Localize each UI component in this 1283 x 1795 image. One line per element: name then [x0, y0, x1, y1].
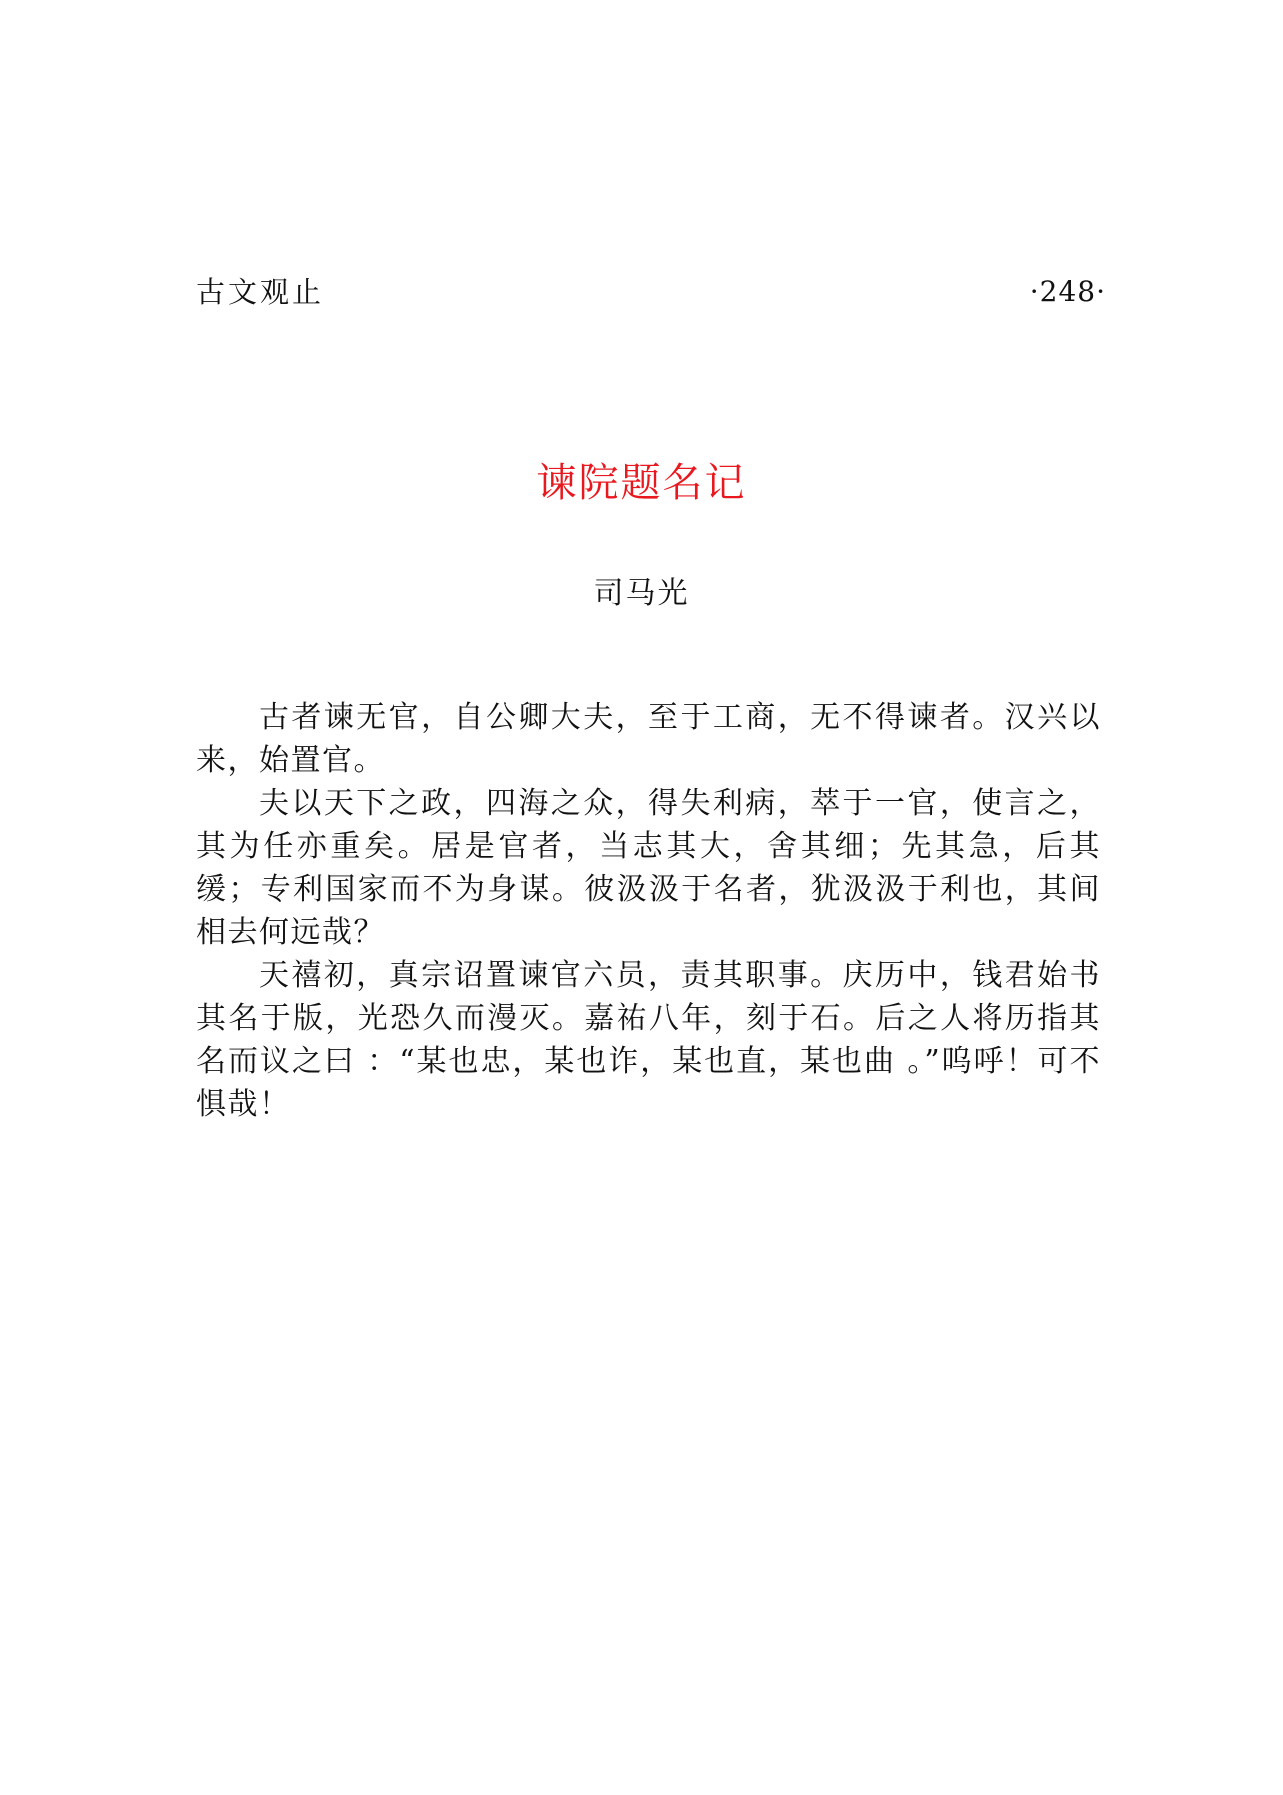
paragraph-1: 古者谏无官，自公卿大夫，至于工商，无不得谏者。汉兴以来，始置官。 — [196, 700, 1101, 778]
author-name: 司马光 — [593, 576, 690, 611]
book-title: 古文观止 — [196, 275, 325, 309]
running-head — [196, 272, 1106, 312]
paragraph-2: 夫以天下之政，四海之众，得失利病，萃于一官，使言之，其为任亦重矣。居是官者，当志其大，舍其细；先其急，后其缓；专利国家而不为身谋。彼汲汲于名者，犹汲汲于利也，其间相去何远哉？ — [196, 786, 1101, 950]
page-number: ·248· — [1029, 275, 1106, 308]
essay-title: 谏院题名记 — [536, 460, 747, 506]
essay-body — [196, 696, 1101, 1126]
paragraph-3: 天禧初，真宗诏置谏官六员，责其职事。庆历中，钱君始书其名于版，光恐久而漫灭。嘉祐八年，刻于石。后之人将历指其名而议之曰 ：“某也忠，某也诈，某也直，某也曲 。”呜呼！可不惧哉！ — [196, 958, 1101, 1122]
